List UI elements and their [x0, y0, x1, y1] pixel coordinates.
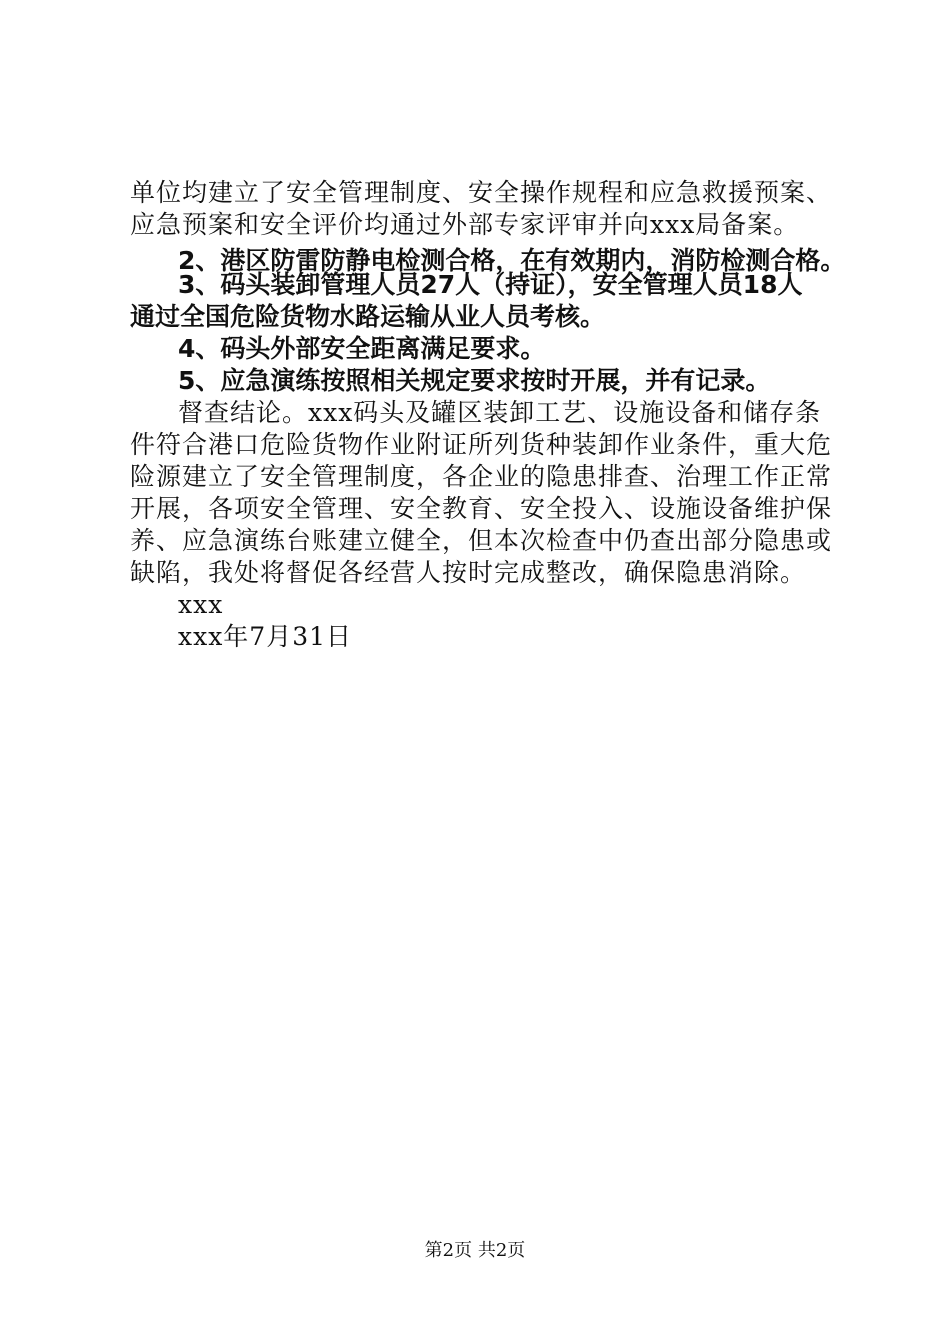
page-number-footer: 第2页 共2页	[424, 1240, 526, 1261]
conclusion-line-6: 缺陷，我处将督促各经营人按时完成整改，确保隐患消除。	[130, 558, 807, 587]
body-line-1: 单位均建立了安全管理制度、安全操作规程和应急救援预案、	[130, 178, 833, 207]
item-5-emergency-drill: 5、应急演练按照相关规定要求按时开展，并有记录。	[178, 366, 771, 395]
conclusion-line-5: 养、应急演练台账建立健全，但本次检查中仍查出部分隐患或	[130, 526, 833, 555]
conclusion-line-1: 督查结论。xxx码头及罐区装卸工艺、设施设备和储存条	[178, 398, 822, 427]
conclusion-line-4: 开展，各项安全管理、安全教育、安全投入、设施设备维护保	[130, 494, 833, 523]
item-2-lightning-static-test: 2、港区防雷防静电检测合格，在有效期内，消防检测合格。	[178, 246, 846, 275]
conclusion-line-2: 件符合港口危险货物作业附证所列货种装卸作业条件，重大危	[130, 430, 833, 459]
signature-date: xxx年7月31日	[178, 622, 353, 651]
item-3-personnel-line-1: 3、码头装卸管理人员27人（持证），安全管理人员18人	[178, 270, 803, 299]
item-4-safety-distance: 4、码头外部安全距离满足要求。	[178, 334, 546, 363]
item-3-personnel-line-2: 通过全国危险货物水路运输从业人员考核。	[130, 302, 606, 331]
signature-org: xxx	[178, 590, 224, 619]
body-line-2: 应急预案和安全评价均通过外部专家评审并向xxx局备案。	[130, 210, 800, 239]
conclusion-line-3: 险源建立了安全管理制度，各企业的隐患排查、治理工作正常	[130, 462, 833, 491]
